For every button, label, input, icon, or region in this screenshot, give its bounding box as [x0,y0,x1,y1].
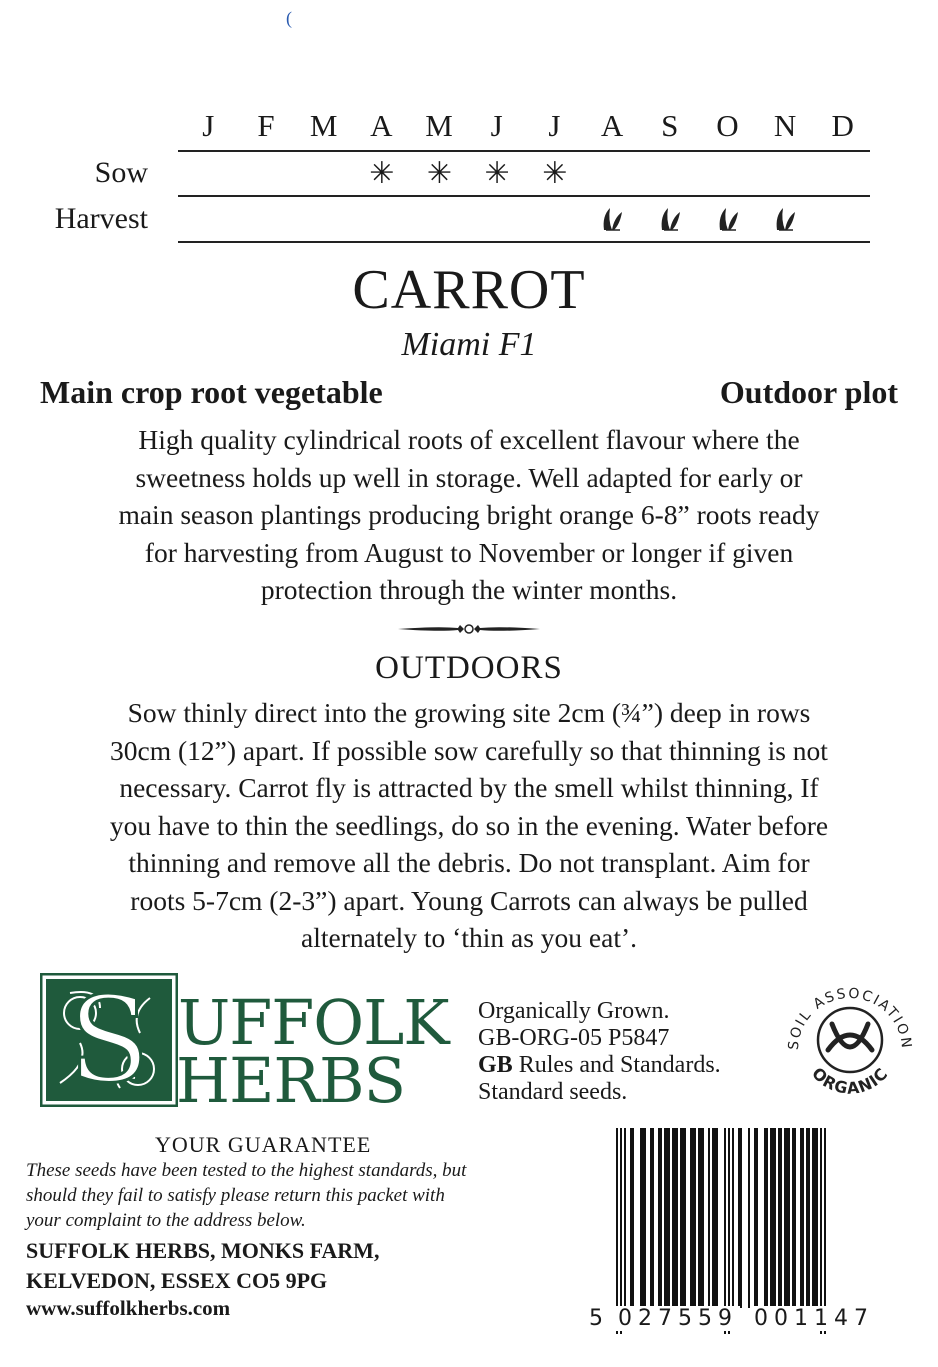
barcode-bar [806,1128,810,1308]
description-line: main season plantings producing bright orange 6-8” roots ready [118,499,820,530]
barcode-bar [650,1128,654,1308]
barcode-group2: 001147 [754,1306,874,1331]
outdoors-line: alternately to ‘thin as you eat’. [301,922,637,953]
month-header [180,108,872,148]
harvest-row [180,200,872,240]
barcode-bar [754,1128,758,1308]
barcode-group1: 027559 [618,1306,738,1331]
barcode-guard-bar [724,1128,726,1334]
barcode-bar [672,1128,678,1308]
website-link[interactable]: www.suffolkherbs.com [26,1296,231,1320]
cert-line: GB-ORG-05 P5847 [478,1025,670,1051]
barcode-guard-bar [616,1128,618,1334]
harvest-leaf-icon [641,200,699,240]
barcode-guard-bar [820,1128,822,1334]
harvest-leaf-icon [757,200,815,240]
sow-marker-icon: ✳ [542,157,568,190]
cert-line: Standard seeds. [478,1079,628,1105]
barcode-bar [800,1128,804,1308]
cert-rest: Rules and Standards. [512,1052,721,1078]
sow-marker-icon: ✳ [426,157,453,190]
cert-line [478,1052,721,1079]
description [40,421,898,609]
barcode-bar [680,1128,686,1308]
crop-type: Main crop root vegetable [40,374,383,410]
address [26,1236,379,1296]
guarantee-heading: YOUR GUARANTEE [155,1132,372,1157]
month-label: S [661,108,680,143]
harvest-label: Harvest [54,202,148,235]
month-label: A [370,108,394,143]
guarantee-line: should they fail to satisfy please return this packet with [26,1185,445,1206]
ornamental-divider [398,622,540,636]
barcode-bar [690,1128,696,1308]
outdoors-line: roots 5-7cm (2-3”) apart. Young Carrots can always be pulled [130,884,808,916]
barcode-bar [640,1128,646,1308]
product-title: CARROT [352,259,586,321]
outdoors-text [40,694,898,957]
ink-mark: ( [286,8,292,28]
barcode-bar [658,1128,662,1308]
address-line: SUFFOLK HERBS, MONKS FARM, [26,1238,380,1263]
cert-bold: GB [478,1052,513,1078]
logo-text-herbs: HERBS [176,1044,406,1117]
month-label: O [716,108,740,143]
description-line: for harvesting from August to November or longer if given [144,536,794,568]
barcode-bar [812,1128,818,1308]
variety-name: Miami F1 [401,326,537,363]
calendar-divider [178,195,870,197]
barcode-bar [738,1128,742,1308]
guarantee-line: These seeds have been tested to the highest standards, but [26,1160,467,1181]
outdoors-line: 30cm (12”) apart. If possible sow carefully so that thinning is not [110,734,828,766]
guarantee-text [26,1158,506,1233]
barcode-guard-bar [728,1128,730,1334]
guarantee-line: your complaint to the address below. [26,1210,306,1231]
outdoors-line: you have to thin the seedlings, do so in the evening. Water before [109,809,829,841]
logo-initial-s [40,973,178,1107]
sow-marker-icon: ✳ [369,157,395,190]
barcode-bar [708,1128,710,1308]
logo-initial-text: S [68,973,150,1107]
barcode-guard-bar [824,1128,826,1334]
sow-marker-icon: ✳ [484,157,510,190]
month-label: F [257,108,276,143]
barcode-bar [664,1128,670,1308]
barcode-digits [586,1306,882,1336]
barcode-bar [770,1128,776,1308]
barcode-lead-digit: 5 [586,1306,606,1331]
outdoors-line: thinning and remove all the debris. Do not transplant. Aim for [128,847,810,878]
month-label: N [773,108,798,143]
month-label: A [600,108,625,143]
barcode-bar [732,1128,734,1308]
harvest-leaf-icon [584,200,642,240]
barcode-bar [764,1128,768,1308]
description-line: High quality cylindrical roots of excellent flavour where the [138,424,800,455]
logo-text-suffolk: UFFOLK [178,986,449,1059]
barcode-bar [784,1128,790,1308]
outdoors-line: necessary. Carrot fly is attracted by the smell whilst thinning, If [119,772,819,803]
certification-text [478,998,721,1106]
sow-row [180,156,872,196]
svg-text:ORGANIC: ORGANIC [808,1063,892,1098]
month-label: J [548,108,562,143]
section-heading: OUTDOORS [375,650,563,686]
month-label: M [425,108,454,143]
calendar-divider [178,241,870,243]
description-line: protection through the winter months. [260,574,678,605]
barcode-guard-bar [620,1128,622,1334]
barcode-bar [698,1128,704,1308]
barcode-bar [712,1128,718,1308]
month-label: D [831,108,855,143]
svg-text:SOIL ASSOCIATION: SOIL ASSOCIATION [785,985,915,1051]
barcode-bar [748,1128,750,1308]
barcode-bar [630,1128,634,1308]
description-line: sweetness holds up well in storage. Well adapted for early or [135,461,803,493]
soil-association-logo [780,980,920,1110]
month-label: M [309,108,339,143]
harvest-leaf-icon [699,200,757,240]
barcode-bar [778,1128,782,1308]
outdoors-line: Sow thinly direct into the growing site 2cm (¾”) deep in rows [127,697,811,728]
sow-label: Sow [94,156,148,189]
calendar-divider [178,150,870,152]
barcode-bar [624,1128,626,1308]
address-line: KELVEDON, ESSEX CO5 9PG [26,1268,328,1293]
month-label: J [202,108,216,143]
barcode-bar [792,1128,796,1308]
cert-line: Organically Grown. [478,998,670,1024]
location: Outdoor plot [719,374,898,410]
month-label: J [490,108,504,143]
